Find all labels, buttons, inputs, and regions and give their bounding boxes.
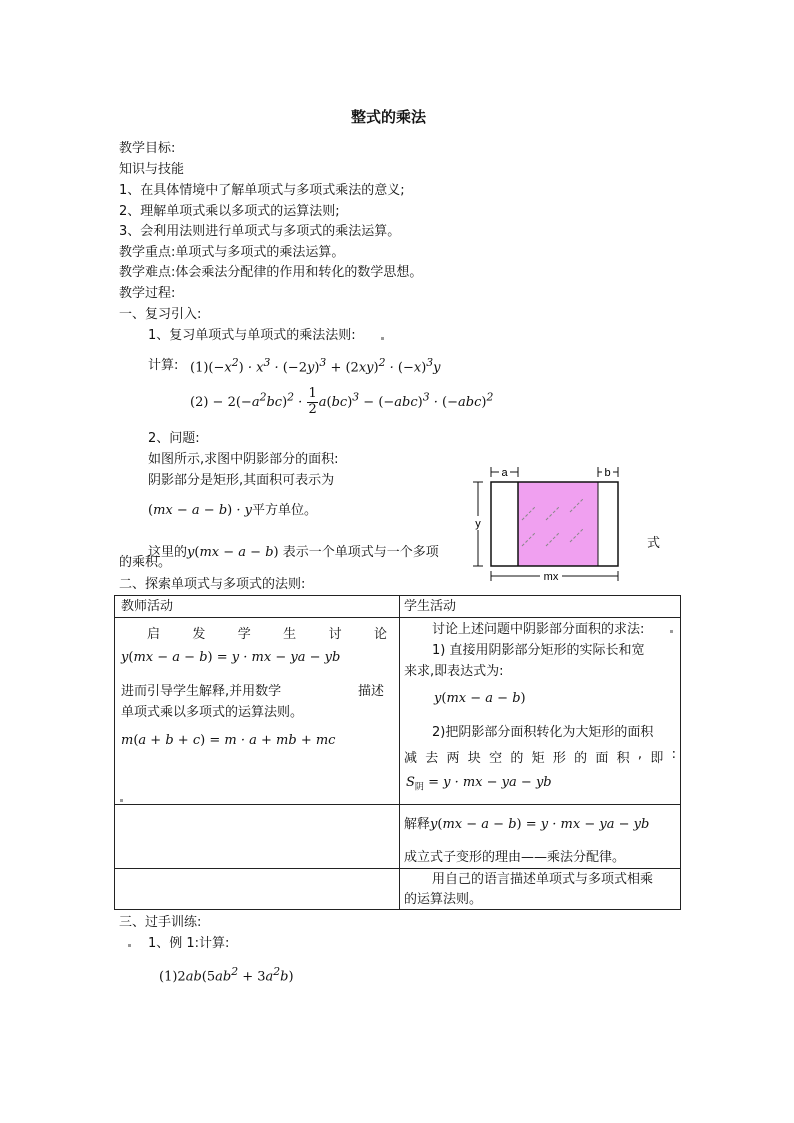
label-mx: mx <box>543 571 559 583</box>
knowledge-heading: 知识与技能 <box>119 162 185 177</box>
marker-dot <box>120 799 123 802</box>
marker-dot <box>128 944 131 947</box>
formula-distributive: m(a + b + c) = m · a + mb + mc <box>121 733 336 748</box>
marker-dot <box>381 337 384 340</box>
page-title: 整式的乘法 <box>351 108 427 126</box>
student-method-2b: 减 去 两 块 空 的 矩 形 的 面 积 , 即 : <box>404 747 676 766</box>
section-1-heading: 一、复习引入: <box>119 307 202 322</box>
process-heading: 教学过程: <box>119 286 176 301</box>
teacher-guide-b: 描述 <box>358 684 385 699</box>
explain-row: 解释y(mx − a − b) = y · mx − ya − yb <box>404 817 650 832</box>
teacher-discuss-row: 启 发 学 生 讨 论 <box>147 627 387 642</box>
calc-label: 计算: <box>148 358 179 373</box>
example-1-label: 1、例 1:计算: <box>148 936 230 951</box>
question-label: 2、问题: <box>148 431 200 446</box>
review-item-1: 1、复习单项式与单项式的乘法法则: <box>148 328 356 343</box>
formula-example-1: $(1)2ab(5ab^2 + 3a^2b)$ <box>159 965 294 985</box>
student-method-1a: 1) 直接用阴影部分矩形的实际长和宽 <box>432 643 645 658</box>
own-words-a: 用自己的语言描述单项式与多项式相乘 <box>432 872 654 887</box>
product-text: 的乘积。 <box>119 555 172 570</box>
label-a: a <box>501 467 508 479</box>
formula-student-subtract: $S_阴 = y$ · mx − ya − yb <box>406 775 552 793</box>
shaded-rectangle-figure <box>460 462 630 587</box>
col-header-teacher: 教师活动 <box>121 599 174 614</box>
side-char: 式 <box>647 536 661 551</box>
goal-item-2: 2、理解单项式乘以多项式的运算法则; <box>119 204 340 219</box>
difficulty: 教学难点:体会乘法分配律的作用和转化的数学思想。 <box>119 265 423 280</box>
label-y: y <box>475 518 481 530</box>
formula-calc-1: $(1)(-x^2) \cdot x^3 \cdot (-2y)^3 + (2xy)^2 \cdot (-x)^3y$ <box>190 356 441 376</box>
goal-item-3: 3、会利用法则进行单项式与多项式的乘法运算。 <box>119 224 401 239</box>
student-method-1b: 来求,即表达式为: <box>404 664 504 679</box>
teacher-guide-c: 单项式乘以多项式的运算法则。 <box>121 705 304 720</box>
key-point: 教学重点:单项式与多项式的乘法运算。 <box>119 245 345 260</box>
question-text: 如图所示,求图中阴影部分的面积: <box>148 452 339 467</box>
goal-item-1: 1、在具体情境中了解单项式与多项式乘法的意义; <box>119 183 405 198</box>
student-method-2a: 2)把阴影部分面积转化为大矩形的面积 <box>432 725 654 740</box>
goal-heading: 教学目标: <box>119 141 176 156</box>
marker-dot <box>670 630 673 633</box>
formula-calc-2: $(2) - 2(-a^2bc)^2$ · $\frac{1}{2}$ $a(bc)^3 - (-abc)^3 \cdot (-abc)^2$ <box>190 386 494 417</box>
reason-text: 成立式子变形的理由——乘法分配律。 <box>404 850 626 865</box>
section-3-heading: 三、过手训练: <box>119 915 202 930</box>
formula-student-direct: y(mx − a − b) <box>434 691 526 706</box>
shaded-region <box>518 482 598 566</box>
section-2-heading: 二、探索单项式与多项式的法则: <box>119 577 306 592</box>
teacher-guide-a: 进而引导学生解释,并用数学 <box>121 684 282 699</box>
area-expression: (mx − a − b) · y平方单位。 <box>148 503 318 518</box>
own-words-b: 的运算法则。 <box>404 892 483 907</box>
label-b: b <box>604 467 611 479</box>
student-discuss: 讨论上述问题中阴影部分面积的求法: <box>432 622 645 637</box>
formula-teacher-expansion: y(mx − a − b) = y · mx − ya − yb <box>121 650 341 665</box>
shaded-area-text: 阴影部分是矩形,其面积可表示为 <box>148 473 335 488</box>
col-header-student: 学生活动 <box>404 599 457 614</box>
here-text: 这里的y(mx − a − b) 表示一个单项式与一个多项 <box>148 545 439 560</box>
